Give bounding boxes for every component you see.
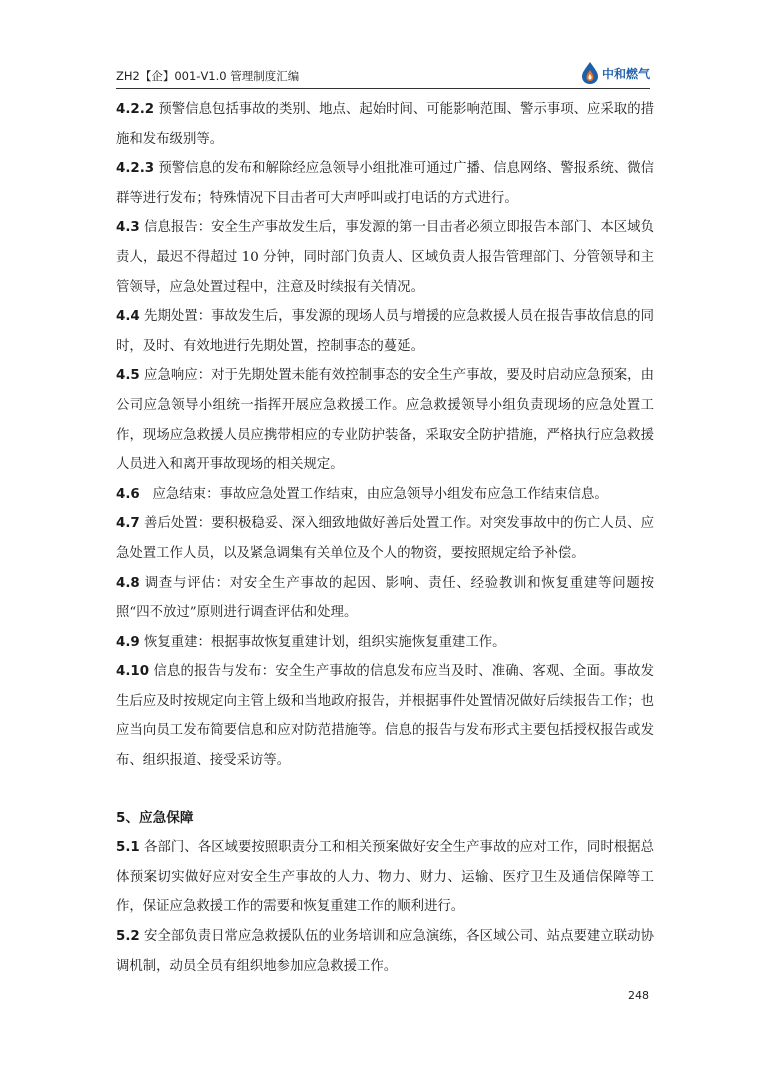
paragraph-4-3: [116, 213, 654, 302]
clause-number: 5.2: [116, 929, 140, 945]
clause-number: 5.1: [116, 840, 140, 856]
section-heading-5: 5、应急保障: [116, 809, 194, 826]
paragraph-5-1: [116, 833, 654, 922]
logo-text: 中和燃气: [601, 66, 650, 81]
clause-number: 4.6: [116, 486, 140, 502]
clause-number: 4.7: [116, 516, 140, 532]
clause-number: 4.10: [116, 664, 150, 680]
paragraph-4-5: [116, 361, 654, 479]
clause-text: 信息报告：安全生产事故发生后，事发源的第一目击者必须立即报告本部门、本区域负责人，最迟不得超过 10 分钟，同时部门负责人、区域负责人报告管理部门、分管领导和主管领导，应急处置过程中，注意及时续报有关情况。: [116, 220, 654, 295]
clause-text: 信息的报告与发布：安全生产事故的信息发布应当及时、准确、客观、全面。事故发生后应及时按规定向主管上级和当地政府报告，并根据事件处置情况做好后续报告工作；也应当向员工发布简要信息和应对防范措施等。信息的报告与发布形式主要包括授权报告或发布、组织报道、接受采访等。: [116, 664, 654, 769]
clause-number: 4.3: [116, 220, 140, 236]
clause-number: 4.5: [116, 368, 140, 384]
clause-text: 先期处置：事故发生后，事发源的现场人员与增援的应急救援人员在报告事故信息的同时，及时、有效地进行先期处置，控制事态的蔓延。: [116, 309, 654, 354]
clause-number: 4.8: [116, 575, 140, 591]
clause-number: 4.2.3: [116, 161, 155, 177]
clause-text: 应急响应：对于先期处置未能有效控制事态的安全生产事故，要及时启动应急预案，由公司应急领导小组统一指挥开展应急救援工作。应急救援领导小组负责现场的应急处置工作，现场应急救援人员应携带相应的专业防护装备，采取安全防护措施，严格执行应急救援人员进入和离开事故现场的相关规定。: [116, 368, 654, 473]
company-logo: [581, 60, 650, 86]
clause-text: 预警信息包括事故的类别、地点、起始时间、可能影响范围、警示事项、应采取的措施和发布级别等。: [116, 102, 654, 147]
paragraph-4-2-2: [116, 95, 654, 154]
paragraph-4-4: [116, 302, 654, 361]
clause-text: 恢复重建：根据事故恢复重建计划，组织实施恢复重建工作。: [139, 634, 506, 650]
paragraph-4-10: [116, 657, 654, 775]
clause-number: 4.2.2: [116, 102, 155, 117]
paragraph-4-7: [116, 509, 654, 568]
clause-text: 应急结束：事故应急处置工作结束，由应急领导小组发布应急工作结束信息。: [139, 486, 608, 502]
document-body: [116, 95, 654, 981]
clause-text: 各部门、各区域要按照职责分工和相关预案做好安全生产事故的应对工作，同时根据总体预案切实做好应对安全生产事故的人力、物力、财力、运输、医疗卫生及通信保障等工作，保证应急救援工作的需要和恢复重建工作的顺利进行。: [116, 840, 654, 915]
paragraph-4-2-3: [116, 154, 654, 213]
paragraph-4-9: [116, 628, 654, 658]
clause-text: 预警信息的发布和解除经应急领导小组批准可通过广播、信息网络、警报系统、微信群等进行发布；特殊情况下目击者可大声呼叫或打电话的方式进行。: [116, 161, 654, 206]
clause-number: 4.4: [116, 309, 140, 325]
page-number: 248: [628, 989, 649, 1002]
header-divider: [116, 88, 650, 89]
clause-number: 4.9: [116, 634, 140, 650]
paragraph-4-6: [116, 480, 654, 510]
flame-drop-logo-icon: [581, 61, 599, 85]
paragraph-5-2: [116, 922, 654, 981]
document-code: ZH2【企】001-V1.0 管理制度汇编: [116, 69, 300, 83]
paragraph-4-8: [116, 569, 654, 628]
clause-text: 安全部负责日常应急救援队伍的业务培训和应急演练，各区域公司、站点要建立联动协调机制，动员全员有组织地参加应急救援工作。: [116, 929, 654, 974]
page-header: [116, 58, 650, 88]
clause-text: 善后处置：要积极稳妥、深入细致地做好善后处置工作。对突发事故中的伤亡人员、应急处置工作人员，以及紧急调集有关单位及个人的物资，要按照规定给予补偿。: [116, 516, 654, 561]
clause-text: 调查与评估：对安全生产事故的起因、影响、责任、经验教训和恢复重建等问题按照“四不放过”原则进行调查评估和处理。: [116, 575, 654, 621]
